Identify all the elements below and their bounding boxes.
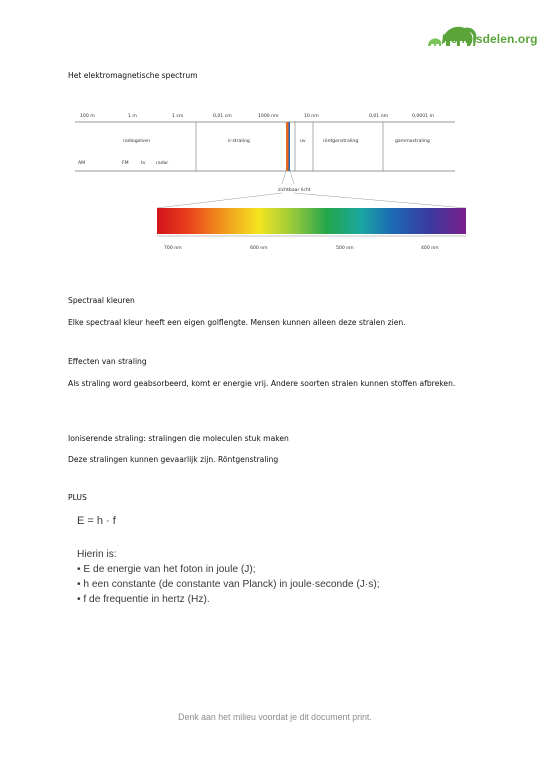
region-label: gammastraling: [395, 139, 430, 144]
kennisdelen-logo[interactable]: [420, 16, 538, 56]
effects-title: Effecten van straling: [68, 357, 147, 366]
formula-line: • h een constante (de constante van Planck) in joule·seconde (J·s);: [77, 579, 380, 590]
page-title: Het elektromagnetische spectrum: [68, 71, 198, 80]
wavelength-tick: 1 m: [128, 114, 137, 119]
band-label: AM: [78, 161, 86, 166]
em-spectrum-diagram: [75, 105, 475, 265]
wavelength-tick: 0,01 cm: [213, 114, 232, 119]
spectral-title: Spectraal kleuren: [68, 296, 135, 305]
region-label: radiogolven: [123, 139, 151, 144]
wavelength-tick: 1000 nm: [258, 114, 279, 119]
band-label: tv: [141, 161, 146, 166]
region-label: uv: [300, 139, 306, 144]
visible-tick: 500 nm: [336, 246, 354, 251]
plus-label: PLUS: [68, 493, 87, 502]
effects-text: Als straling word geabsorbeerd, komt er energie vrij. Andere soorten stralen kunnen stoffen afbreken.: [68, 379, 456, 388]
visible-tick: 400 nm: [421, 246, 439, 251]
region-label: ir-straling: [228, 139, 250, 144]
spectral-text: Elke spectraal kleur heeft een eigen golflengte. Mensen kunnen alleen deze stralen zien.: [68, 318, 406, 327]
formula-intro: Hierin is:: [77, 549, 117, 560]
formula-line: • f de frequentie in hertz (Hz).: [77, 594, 210, 605]
wavelength-tick: 1 cm: [172, 114, 184, 119]
logo-text: Kennisdelen.org: [442, 32, 538, 46]
visible-strip: [286, 122, 289, 171]
region-label: röntgenstraling: [323, 139, 359, 144]
formula-block: [77, 514, 477, 607]
visible-tick: 700 nm: [164, 246, 182, 251]
wavelength-tick: 0,0001 m: [412, 114, 435, 119]
formula-line: • E de energie van het foton in joule (J);: [77, 564, 256, 575]
formula: E = h · f: [77, 515, 116, 527]
band-label: FM: [122, 161, 129, 166]
wavelength-tick: 100 m: [80, 114, 95, 119]
ionizing-title: Ioniserende straling: stralingen die moleculen stuk maken: [68, 434, 289, 443]
wavelength-tick: 0,01 nm: [369, 114, 389, 119]
footer-note: Denk aan het milieu voordat je dit document print.: [178, 712, 372, 722]
band-label: radar: [156, 161, 169, 166]
visible-spectrum-bar: [157, 208, 466, 234]
ionizing-text: Deze stralingen kunnen gevaarlijk zijn. Röntgenstraling: [68, 455, 279, 464]
visible-tick: 600 nm: [250, 246, 268, 251]
wavelength-tick: 10 nm: [304, 114, 319, 119]
visible-light-label: zichtbaar licht: [278, 188, 311, 193]
